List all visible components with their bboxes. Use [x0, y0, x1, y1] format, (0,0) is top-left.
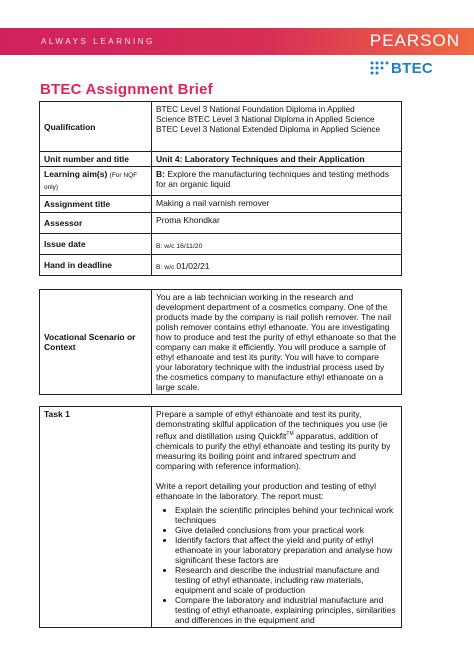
qualification-line: Science BTEC Level 3 National Diploma in Applied Science: [156, 114, 375, 124]
task-body: [152, 407, 402, 628]
task-para1-b: apparatus, addition of chemicals to purify the ethyl ethanoate and testing its purity by measuring its boiling point and infrared spectrum and comparing with reference information).: [156, 430, 391, 471]
list-item: • Compare the laboratory and industrial manufacture and testing of ethyl ethanoate, explaining principles, similarities and differences in the equipment and: [175, 595, 397, 625]
btec-dots-icon: [369, 60, 389, 76]
task-label: Task 1: [40, 407, 152, 628]
scenario-text: You are a lab technician working in the research and development department of a cosmetics company. One of the products made by the company is nail polish remover. The nail polish remover contains ethyl ethanoate. You are investigating how to produce and test the purity of ethyl ethanoate so that the company can make it efficiently. You will produce a sample of ethyl ethanoate and test its purity. You will have to compare your laboratory technique with the industrial process used by the cosmetics company to manufacture ethyl ethanoate on a large scale.: [152, 290, 402, 395]
assessor-label: Assessor: [40, 213, 152, 234]
qualification-label: Qualification: [40, 102, 152, 152]
task-table: [39, 406, 402, 628]
scenario-table: [39, 289, 402, 395]
list-item: • Give detailed conclusions from your practical work: [175, 525, 397, 535]
list-item: • Identify factors that affect the yield and purity of ethyl ethanoate in your laboratory preparation and analyse how significant these factors are: [175, 535, 397, 565]
task-paragraph: Write a report detailing your production and testing of ethyl ethanoate in the laboratory. The report must:: [156, 480, 377, 501]
learning-aims-text: Explore the manufacturing techniques and testing methods for an organic liquid: [156, 169, 389, 189]
page-title: BTEC Assignment Brief: [40, 81, 213, 98]
qualification-line: BTEC Level 3 National Foundation Diploma in Applied: [156, 104, 355, 114]
hand-in-date: 01/02/21: [176, 261, 210, 271]
unit-label: Unit number and title: [40, 152, 152, 167]
assignment-info-table: [39, 101, 402, 276]
learning-aims-label-text: Learning aim(s): [44, 169, 108, 179]
learning-aims-prefix: B:: [156, 169, 165, 179]
issue-date-label: Issue date: [40, 234, 152, 255]
learning-aims-note: (For NQF only): [44, 172, 138, 191]
hand-in-prefix: B: w/c: [156, 264, 177, 271]
btec-logo: [369, 58, 433, 78]
learning-aims-value: [152, 167, 402, 196]
assignment-title-value: Making a nail varnish remover: [152, 196, 402, 213]
qualification-value: [152, 102, 402, 152]
list-item: • Explain the scientific principles behind your technical work techniques: [175, 505, 397, 525]
task-para1-a: Prepare a sample of ethyl ethanoate and test its purity, demonstrating skilful application of the techniques you use (ie reflux and distillation using Quickfit: [156, 409, 388, 441]
btec-logo-text: BTEC: [391, 59, 434, 77]
hand-in-deadline-value: [152, 255, 402, 276]
pearson-wordmark: PEARSON: [369, 31, 460, 50]
task-paragraph: [156, 409, 397, 471]
assessor-value: Proma Khondkar: [152, 213, 402, 234]
qualification-line: BTEC Level 3 National Extended Diploma in Applied Science: [156, 124, 381, 134]
hand-in-deadline-label: Hand in deadline: [40, 255, 152, 276]
assignment-title-label: Assignment title: [40, 196, 152, 213]
scenario-label: Vocational Scenario or Context: [40, 290, 152, 395]
issue-date-value: B: w/c 16/11/20: [152, 234, 402, 255]
pearson-banner: [0, 28, 474, 55]
learning-aims-label: [40, 167, 152, 196]
task-bullet-list: [156, 505, 397, 625]
list-item: • Research and describe the industrial manufacture and testing of ethyl ethanoate, including raw materials, equipment and scale of production: [175, 565, 397, 595]
tagline: ALWAYS LEARNING: [41, 37, 155, 46]
trademark-mark: TM: [286, 431, 294, 437]
unit-value: Unit 4: Laboratory Techniques and their Application: [152, 152, 402, 167]
